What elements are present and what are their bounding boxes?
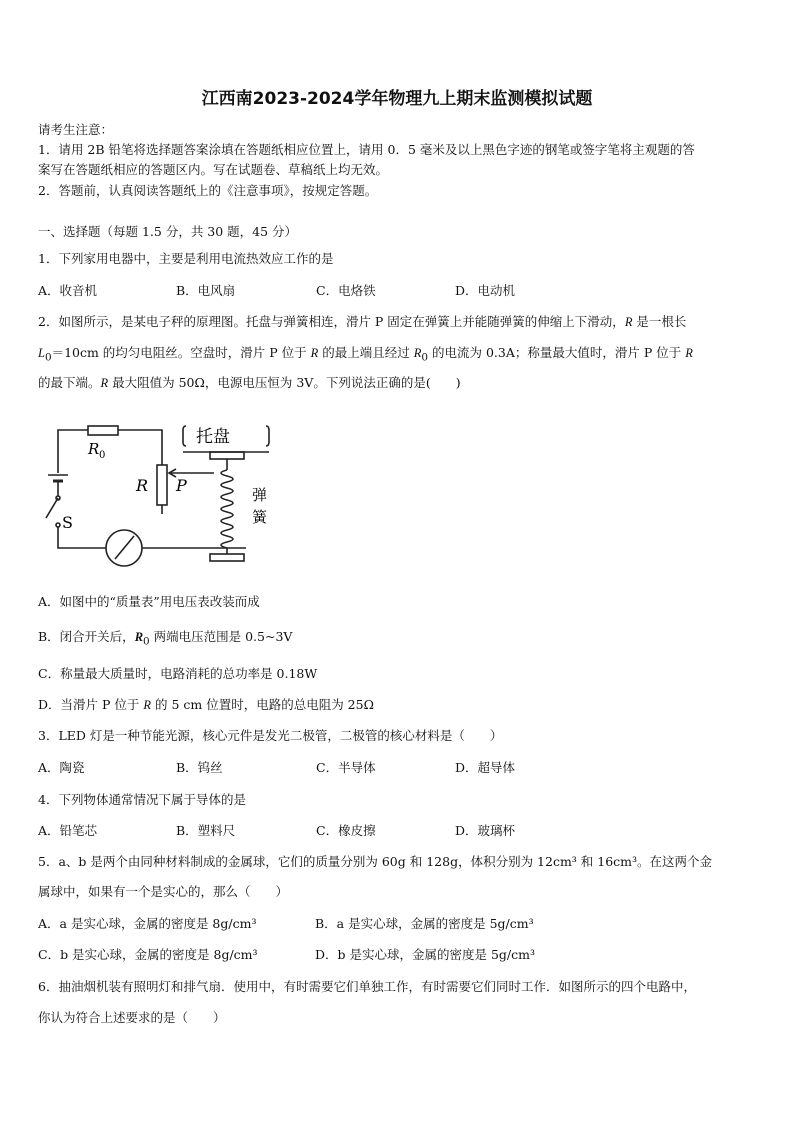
r-label: R	[136, 476, 149, 495]
s-label: S	[62, 513, 73, 532]
question-4-option-d: D．玻璃杯	[455, 823, 516, 838]
spring-base	[210, 554, 244, 561]
question-1-option-d: D．电动机	[455, 283, 516, 298]
question-5-option-b: B．a 是实心球，金属的密度是 5g/cm³	[315, 916, 534, 931]
question-2-line-2	[38, 345, 693, 365]
q2-var-r0: R	[413, 346, 422, 360]
question-3-option-c: C．半导体	[316, 760, 376, 775]
q2-var-r: R	[685, 346, 693, 360]
q2-var-r: R	[310, 346, 319, 360]
q2-text: 的最上端且经过	[318, 345, 414, 360]
question-3-option-a: A．陶瓷	[38, 760, 85, 775]
tray-bracket	[266, 426, 269, 446]
q2-b-text: B．闭合开关后，	[38, 629, 135, 644]
q2-text: 是一根长	[632, 314, 687, 329]
r0-label-sub: 0	[99, 450, 106, 461]
q2-sub: 0	[421, 351, 429, 364]
notice-item-1-cont: 案写在答题纸相应的答题区内。写在试题卷、草稿纸上均无效。	[38, 162, 389, 177]
question-2-line-3	[38, 375, 461, 392]
meter-needle	[115, 536, 134, 559]
q2-text: ＝10cm 的均匀电阻丝。空盘时，滑片 P 位于	[51, 345, 311, 360]
q2-d-text: D．当滑片 P 位于	[38, 697, 144, 712]
tray-bracket	[183, 426, 186, 446]
question-2-option-a: A．如图中的“质量表”用电压表改装而成	[38, 594, 260, 609]
q2-d-var: R	[143, 698, 151, 712]
question-5-option-c: C．b 是实心球，金属的密度是 8g/cm³	[38, 947, 258, 962]
q2-b-text: 两端电压范围是 0.5~3V	[149, 629, 293, 644]
question-2-option-b	[38, 629, 292, 649]
q2-var-r: R	[100, 376, 109, 390]
wire	[118, 430, 162, 465]
question-5-line-2: 属球中，如果有一个是实心的，那么（ ）	[38, 884, 289, 899]
r-resistor	[157, 465, 167, 505]
q2-var-r: R	[624, 315, 633, 329]
spring	[221, 470, 233, 548]
question-2-option-d	[38, 697, 374, 714]
question-3-option-b: B．钨丝	[176, 760, 223, 775]
question-1-option-c: C．电烙铁	[316, 283, 376, 298]
q2-b-var: R	[134, 630, 144, 644]
question-1-stem: 1．下列家用电器中，主要是利用电流热效应工作的是	[38, 251, 334, 266]
question-3-stem: 3．LED 灯是一种节能光源，核心元件是发光二极管，二极管的核心材料是（ ）	[38, 728, 503, 743]
q2-var-l: L	[38, 346, 45, 360]
question-1-option-b: B．电风扇	[176, 283, 236, 298]
p-label: P	[176, 476, 187, 495]
question-2-line-1	[38, 314, 686, 331]
q2-text: 2．如图所示，是某电子秤的原理图。托盘与弹簧相连，滑片 P 固定在弹簧上并能随弹簧的伸缩上下滑动，	[38, 314, 625, 329]
wire	[58, 430, 88, 473]
notice-heading: 请考生注意：	[38, 122, 114, 137]
notice-item-1: 1．请用 2B 铅笔将选择题答案涂填在答题纸相应位置上，请用 0．5 毫米及以上黑色字迹的钢笔或签字笔将主观题的答	[38, 142, 695, 157]
question-2-option-c: C．称量最大质量时，电路消耗的总功率是 0.18W	[38, 666, 318, 681]
question-5-option-a: A．a 是实心球，金属的密度是 8g/cm³	[38, 916, 257, 931]
question-5-option-d: D．b 是实心球，金属的密度是 5g/cm³	[315, 947, 536, 962]
tray-label: 托盘	[196, 427, 230, 447]
question-4-option-a: A．铅笔芯	[38, 823, 98, 838]
q2-text: 最大阻值为 50Ω，电源电压恒为 3V。下列说法正确的是( )	[108, 375, 461, 390]
q2-d-text: 的 5 cm 位置时，电路的总电阻为 25Ω	[151, 697, 374, 712]
switch-contact	[56, 523, 60, 527]
q2-sub: 0	[44, 351, 52, 364]
spring-label-1: 弹	[252, 486, 268, 504]
r0-resistor	[88, 426, 118, 435]
q2-b-sub: 0	[143, 635, 150, 648]
question-4-option-c: C．橡皮擦	[316, 823, 376, 838]
question-6-line-1: 6．抽油烟机装有照明灯和排气扇．使用中，有时需要它们单独工作，有时需要它们同时工作．如图所示的四个电路中，	[38, 979, 696, 994]
question-1-option-a: A．收音机	[38, 283, 98, 298]
question-3-option-d: D．超导体	[455, 760, 516, 775]
switch-blade	[46, 498, 58, 518]
question-6-line-2: 你认为符合上述要求的是（ ）	[38, 1010, 226, 1025]
question-4-stem: 4．下列物体通常情况下属于导体的是	[38, 792, 246, 807]
notice-item-2: 2．答题前，认真阅读答题纸上的《注意事项》，按规定答题。	[38, 183, 378, 198]
page-title: 江西南2023-2024学年物理九上期末监测模拟试题	[201, 89, 593, 109]
r0-label: R	[88, 440, 100, 458]
electronic-scale-circuit-diagram	[36, 418, 286, 578]
question-4-option-b: B．塑料尺	[176, 823, 236, 838]
spring-label-2: 簧	[252, 508, 268, 526]
q2-text: 的电流为 0.3A；称量最大值时，滑片 P 位于	[428, 345, 686, 360]
q2-text: 的最下端。	[38, 375, 101, 390]
question-5-line-1: 5．a、b 是两个由同种材料制成的金属球，它们的质量分别为 60g 和 128g，体积分别为 12cm³ 和 16cm³。在这两个金	[38, 854, 713, 869]
tray-base	[210, 452, 244, 459]
section-heading: 一、选择题（每题 1.5 分，共 30 题，45 分）	[38, 224, 298, 239]
